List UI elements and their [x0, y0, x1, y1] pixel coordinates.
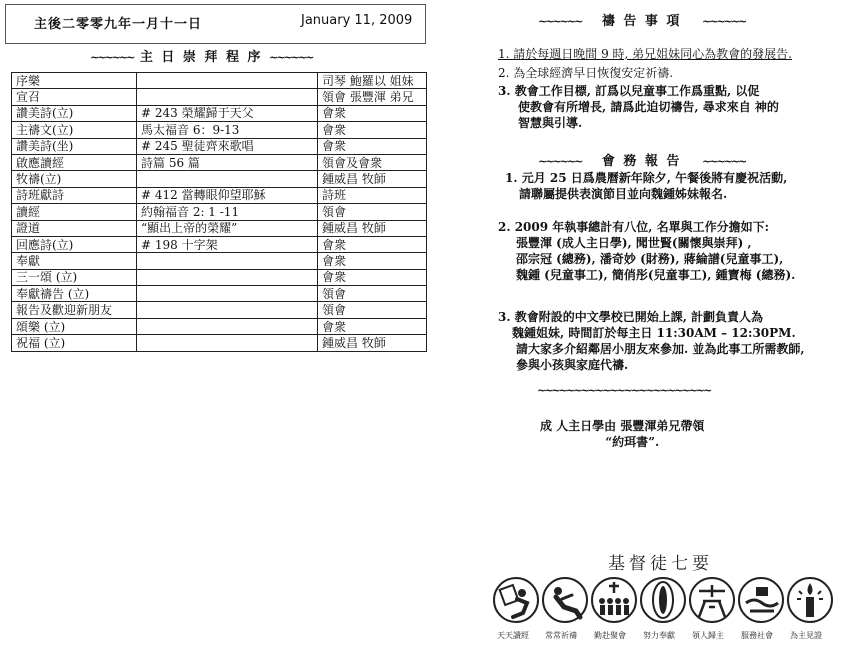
prayer-item-3: 3. 教會工作目標, 訂爲以兒童事工作爲重點, 以促 使教會有所增長, 請爲此迫切禱告, 尋求來自 神的 智慧與引導.: [498, 84, 779, 130]
order-row: [12, 269, 427, 285]
date-header-box: [5, 4, 426, 44]
order-item: 宣召: [12, 89, 137, 105]
order-item: 主禱文(立): [12, 122, 137, 138]
order-row: [12, 204, 427, 220]
order-item: 證道: [12, 220, 137, 236]
announcement-1: 1. 元月 25 日爲農曆新年除夕, 午餐後將有慶祝活動, 請聯屬提供表演節目並向魏鍾姊妹報名.: [505, 171, 788, 201]
order-item: 奉獻: [12, 253, 137, 269]
order-leader: 領會: [318, 286, 427, 302]
order-content: [137, 335, 318, 351]
witness-candle-icon: [788, 578, 832, 622]
order-leader: 領會: [318, 302, 427, 318]
order-content: [137, 171, 318, 187]
essential-label: 為主見證: [790, 631, 822, 640]
wave-ornament: ~~~~~~: [701, 155, 746, 168]
order-leader: 會衆: [318, 105, 427, 121]
wave-ornament: ~~~~~~: [90, 51, 134, 64]
divider-ornament: ~~~~~~~~~~~~~~~~~~~~~~~~: [537, 384, 711, 397]
order-leader: 鍾威昌 牧師: [318, 220, 427, 236]
order-leader: 會衆: [318, 122, 427, 138]
order-leader: 鍾威昌 牧師: [318, 171, 427, 187]
essential-label: 天天讀經: [497, 631, 529, 640]
order-row: [12, 154, 427, 170]
order-content: [137, 253, 318, 269]
wave-ornament: ~~~~~~: [269, 51, 313, 64]
order-leader: 會衆: [318, 269, 427, 285]
order-item: 回應詩(立): [12, 236, 137, 252]
order-content: [137, 89, 318, 105]
order-content: 詩篇 56 篇: [137, 154, 318, 170]
order-row: [12, 122, 427, 138]
order-content: [137, 318, 318, 334]
seven-essentials-icons: [490, 575, 835, 625]
essential-label: 常常祈禱: [545, 631, 577, 640]
order-item: 讚美詩(坐): [12, 138, 137, 154]
order-leader: 會衆: [318, 236, 427, 252]
order-row: [12, 253, 427, 269]
adult-sunday-school-note: 成 人主日學由 張豐渾弟兄帶領 “約珥書”.: [540, 419, 705, 449]
order-row: [12, 187, 427, 203]
order-leader: 鍾威昌 牧師: [318, 335, 427, 351]
order-item: 報告及歡迎新朋友: [12, 302, 137, 318]
order-leader: 司琴 鮑羅以 姐妹: [318, 73, 427, 89]
essential-label: 努力奉獻: [643, 631, 675, 640]
order-item: 奉獻禱告 (立): [12, 286, 137, 302]
order-row: [12, 105, 427, 121]
order-leader: 會衆: [318, 138, 427, 154]
order-content: # 245 聖徒齊來歌唱: [137, 138, 318, 154]
order-leader: 領會及會衆: [318, 154, 427, 170]
order-content: [137, 73, 318, 89]
date-english: January 11, 2009: [301, 13, 413, 28]
prayer-items-title: ~~~~~~ 禱 告 事 項 ~~~~~~: [538, 14, 746, 29]
order-item: 讚美詩(立): [12, 105, 137, 121]
order-content: [137, 302, 318, 318]
worship-order-table: [11, 72, 427, 352]
church-gathering-icon: [592, 578, 636, 622]
essential-label: 服務社會: [741, 631, 773, 640]
evangelism-icon: [690, 578, 734, 622]
order-leader: 詩班: [318, 187, 427, 203]
prayer-item-1: 1. 請於每週日晚間 9 時, 弟兄姐妹同心為教會的發展告.: [498, 47, 792, 61]
serving-society-icon: [739, 578, 783, 622]
offering-icon: [641, 578, 685, 622]
order-leader: 領會: [318, 204, 427, 220]
reading-bible-icon: [494, 578, 538, 622]
prayer-item-2: 2. 為全球經濟早日恢復安定祈禱.: [498, 66, 674, 80]
order-row: [12, 335, 427, 351]
order-content: 馬太福音 6：9-13: [137, 122, 318, 138]
order-leader: 領會 張豐渾 弟兄: [318, 89, 427, 105]
seven-essentials-title: 基督徒七要: [608, 554, 713, 574]
order-row: [12, 73, 427, 89]
order-item: 祝福 (立): [12, 335, 137, 351]
order-content: # 412 當轉眼仰望耶穌: [137, 187, 318, 203]
announcement-3: 3. 教會附設的中文學校已開始上課, 計劃負責人為 魏鍾姐妹, 時間訂於每主日 11:30AM – 12:30PM. 請大家多介紹鄰居小朋友來參加. 並為此事工所需教師, 參與小孩與家庭代禱.: [498, 310, 805, 372]
praying-icon: [543, 578, 587, 622]
order-item: 牧禱(立): [12, 171, 137, 187]
order-content: [137, 269, 318, 285]
order-row: [12, 236, 427, 252]
order-item: 啟應讀經: [12, 154, 137, 170]
order-content: “顯出上帝的榮耀”: [137, 220, 318, 236]
order-row: [12, 318, 427, 334]
order-content: [137, 286, 318, 302]
order-row: [12, 89, 427, 105]
order-row: [12, 138, 427, 154]
order-item: 頌樂 (立): [12, 318, 137, 334]
order-item: 序樂: [12, 73, 137, 89]
announcements-title: ~~~~~~ 會 務 報 告 ~~~~~~: [538, 154, 746, 169]
wave-ornament: ~~~~~~: [538, 15, 582, 28]
order-leader: 會衆: [318, 318, 427, 334]
order-item: 讀經: [12, 204, 137, 220]
wave-ornament: ~~~~~~: [701, 15, 746, 28]
order-row: [12, 220, 427, 236]
order-content: 約翰福音 2: 1 -11: [137, 204, 318, 220]
order-content: # 198 十字架: [137, 236, 318, 252]
order-item: 詩班獻詩: [12, 187, 137, 203]
essential-label: 領人歸主: [692, 631, 724, 640]
order-leader: 會衆: [318, 253, 427, 269]
order-row: [12, 302, 427, 318]
order-row: [12, 286, 427, 302]
order-item: 三一頌 (立): [12, 269, 137, 285]
essential-label: 勤赴聚會: [594, 631, 626, 640]
date-chinese: 主後二零零九年一月十一日: [34, 17, 203, 32]
order-row: [12, 171, 427, 187]
wave-ornament: ~~~~~~: [538, 155, 582, 168]
worship-order-title: ~~~~~~ 主 日 崇 拜 程 序 ~~~~~~: [90, 50, 313, 65]
announcement-2: 2. 2009 年執事總計有八位, 名單與工作分擔如下: 張豐渾 (成人主日學), 聞世賢(關懷與崇拜) , 邵宗冠 (總務), 潘奇妙 (財務), 蔣綸譜(兒童事工), 魏鍾 (兒童事工), 簡俏彤(兒童事工), 鍾寶梅 (總務).: [498, 220, 796, 282]
order-content: # 243 榮耀歸于天父: [137, 105, 318, 121]
